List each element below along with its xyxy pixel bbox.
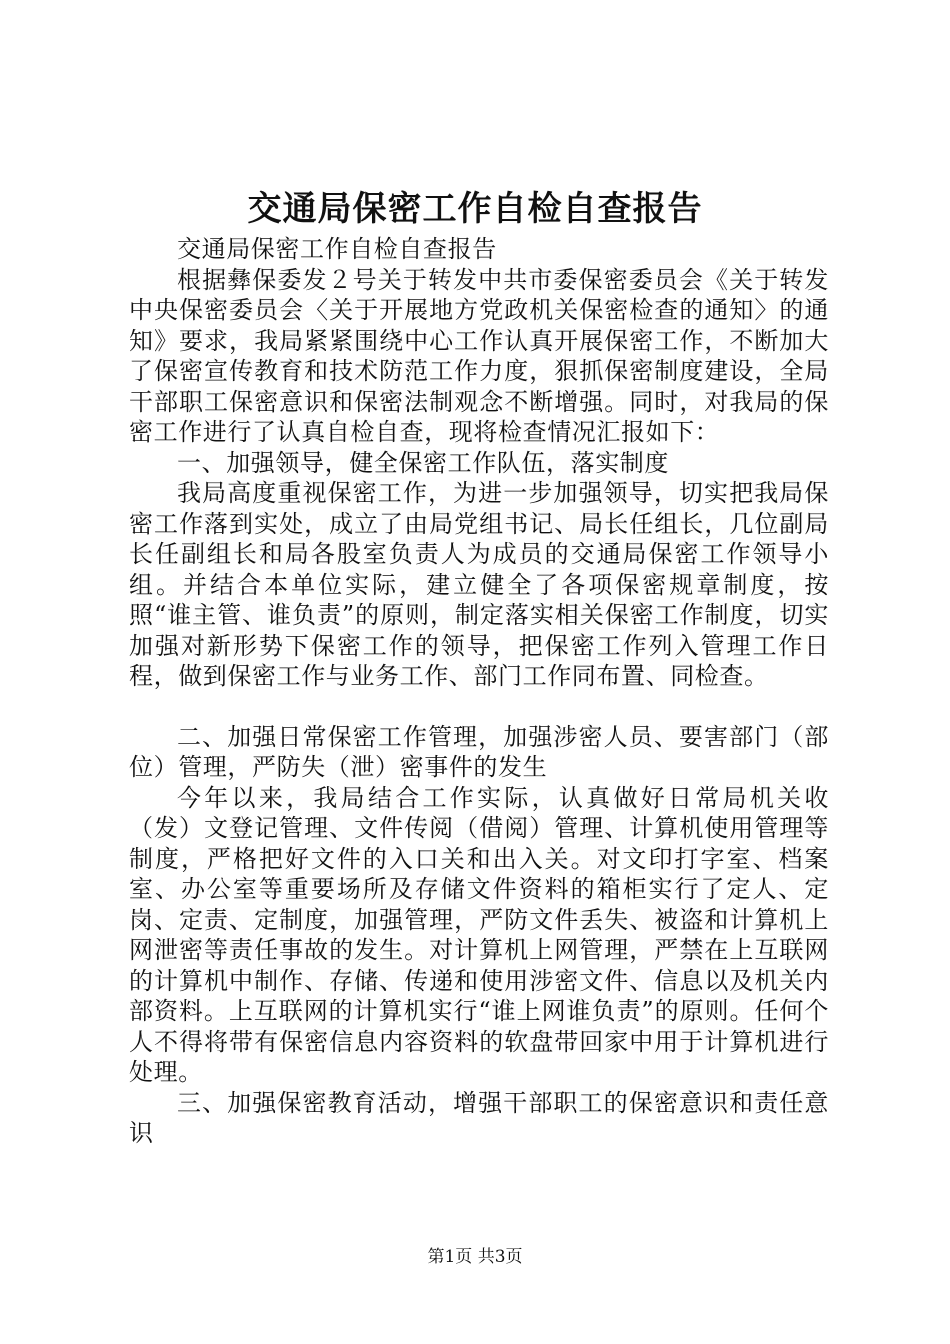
section-heading-2: 二、加强日常保密工作管理，加强涉密人员、要害部门（部位）管理，严防失（泄）密事件的发生 (129, 722, 829, 781)
section-heading-3: 三、加强保密教育活动，增强干部职工的保密意识和责任意识 (129, 1088, 829, 1147)
paragraph-section-2: 今年以来，我局结合工作实际，认真做好日常局机关收（发）文登记管理、文件传阅（借阅）管理、计算机使用管理等制度，严格把好文件的入口关和出入关。对文印打字室、档案室、办公室等重要场所及存储文件资料的箱柜实行了定人、定岗、定责、定制度，加强管理，严防文件丢失、被盗和计算机上网泄密等责任事故的发生。对计算机上网管理，严禁在上互联网的计算机中制作、存储、传递和使用涉密文件、信息以及机关内部资料。上互联网的计算机实行“谁上网谁负责”的原则。任何个人不得将带有保密信息内容资料的软盘带回家中用于计算机进行处理。 (129, 783, 829, 1086)
page-footer: 第1页 共3页 (427, 1247, 523, 1267)
document-title: 交通局保密工作自检自查报告 (247, 189, 703, 229)
section-heading-1: 一、加强领导，健全保密工作队伍，落实制度 (177, 448, 669, 477)
paragraph-intro: 根据彝保委发２号关于转发中共市委保密委员会《关于转发中央保密委员会〈关于开展地方党政机关保密检查的通知〉的通知》要求，我局紧紧围绕中心工作认真开展保密工作，不断加大了保密宣传教育和技术防范工作力度，狠抓保密制度建设，全局干部职工保密意识和保密法制观念不断增强。同时，对我局的保密工作进行了认真自检自查，现将检查情况汇报如下： (129, 265, 829, 446)
paragraph-section-1: 我局高度重视保密工作，为进一步加强领导，切实把我局保密工作落到实处，成立了由局党组书记、局长任组长，几位副局长任副组长和局各股室负责人为成员的交通局保密工作领导小组。并结合本单位实际，建立健全了各项保密规章制度，按照“谁主管、谁负责”的原则，制定落实相关保密工作制度，切实加强对新形势下保密工作的领导，把保密工作列入管理工作日程，做到保密工作与业务工作、部门工作同布置、同检查。 (129, 479, 829, 690)
document-body (129, 234, 829, 1149)
paragraph-subtitle: 交通局保密工作自检自查报告 (177, 235, 497, 263)
